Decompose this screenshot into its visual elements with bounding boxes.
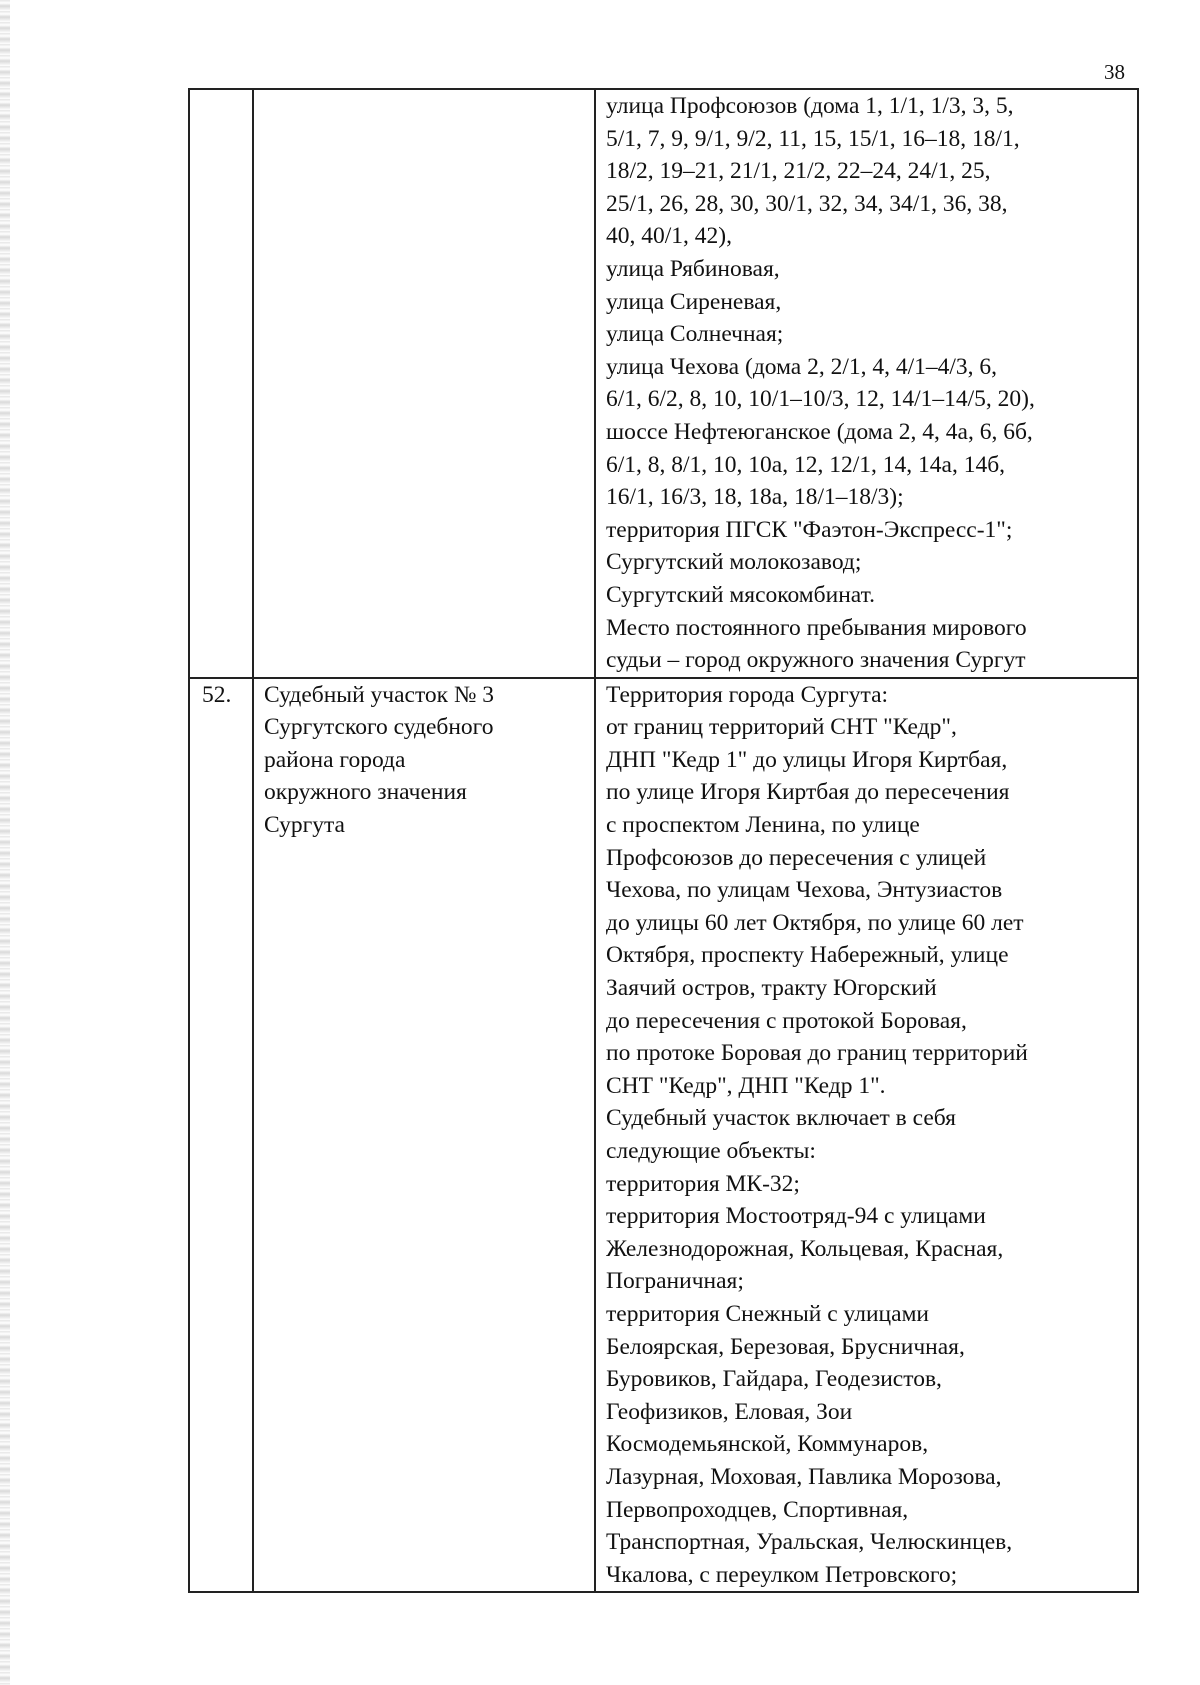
territory-line: территория ПГСК "Фаэтон-Экспресс-1"; [606,516,1013,543]
territory-line: улица Рябиновая, [606,255,780,282]
territory-line: 18/2, 19–21, 21/1, 21/2, 22–24, 24/1, 25, [606,158,991,185]
territory-line: следующие объекты: [606,1138,816,1164]
territory-line: Чехова, по улицам Чехова, Энтузиастов [606,877,1003,904]
territory-line: Транспортная, Уральская, Челюскинцев, [606,1529,1013,1556]
territory-line: судьи – город окружного значения Сургут [606,647,1026,674]
territory-line: Железнодорожная, Кольцевая, Красная, [606,1235,1004,1262]
territory-line: с проспектом Ленина, по улице [606,812,920,839]
territory-line: Пограничная; [606,1268,744,1295]
court-districts-table [188,88,1139,1593]
territory-line: Сургутский мясокомбинат. [606,581,875,608]
district-name-line: окружного значения [264,779,467,806]
territory-line: улица Солнечная; [606,321,784,348]
territory-line: территория Мостоотряд-94 с улицами [606,1203,986,1230]
territory-line: до пересечения с протокой Боровая, [606,1007,967,1034]
district-name-cell [253,678,595,1593]
table-row-continuation [189,89,1138,678]
territory-line: по улице Игоря Киртбая до пересечения [606,779,1010,806]
territory-line: территория Снежный с улицами [606,1300,930,1327]
row-number-cell [189,89,253,678]
territory-line: улица Профсоюзов (дома 1, 1/1, 1/3, 3, 5, [606,93,1014,119]
territory-line: по протоке Боровая до границ территорий [606,1040,1028,1067]
district-name-cell [253,89,595,678]
territory-line: Первопроходцев, Спортивная, [606,1496,909,1523]
territory-line: улица Чехова (дома 2, 2/1, 4, 4/1–4/3, 6, [606,353,998,380]
territory-line: от границ территорий СНТ "Кедр", [606,714,957,741]
territory-line: шоссе Нефтеюганское (дома 2, 4, 4а, 6, 6б, [606,418,1033,445]
territory-line: Белоярская, Березовая, Брусничная, [606,1333,965,1360]
territory-line: Лазурная, Моховая, Павлика Морозова, [606,1463,1002,1490]
territory-cell [595,89,1138,678]
district-name-line: Судебный участок № 3 [264,681,494,708]
territory-line: Космодемьянской, Коммунаров, [606,1431,929,1458]
territory-line: Заячий остров, тракту Югорский [606,975,937,1002]
territory-line: Октября, проспекту Набережный, улице [606,942,1009,969]
territory-line: 6/1, 6/2, 8, 10, 10/1–10/3, 12, 14/1–14/5, 20), [606,386,1035,413]
territory-line: 16/1, 16/3, 18, 18а, 18/1–18/3); [606,484,904,511]
territory-line: 25/1, 26, 28, 30, 30/1, 32, 34, 34/1, 36, 38, [606,190,1008,217]
territory-line: Территория города Сургута: [606,681,889,708]
page-number: 38 [1104,60,1125,84]
district-name-line: Сургута [264,812,345,839]
territory-line: до улицы 60 лет Октября, по улице 60 лет [606,909,1024,936]
territory-line: улица Сиреневая, [606,288,782,315]
territory-line: ДНП "Кедр 1" до улицы Игоря Киртбая, [606,746,1008,773]
territory-line: Судебный участок включает в себя [606,1105,956,1132]
territory-line: Буровиков, Гайдара, Геодезистов, [606,1366,942,1393]
territory-line: 6/1, 8, 8/1, 10, 10а, 12, 12/1, 14, 14а, 14б, [606,451,1006,478]
territory-line: территория МК-32; [606,1170,800,1197]
territory-line: Место постоянного пребывания мирового [606,614,1027,641]
territory-line: Профсоюзов до пересечения с улицей [606,844,987,871]
territory-cell [595,678,1138,1593]
territory-line: Чкалова, с переулком Петровского; [606,1561,958,1588]
district-name-line: Сургутского судебного [264,714,494,741]
table-row-52 [189,678,1138,1593]
territory-line: Геофизиков, Еловая, Зои [606,1398,853,1425]
row-number-cell: 52. [189,678,253,1593]
scan-edge-artifact [0,0,10,1685]
territory-line: Сургутский молокозавод; [606,549,862,576]
territory-line: СНТ "Кедр", ДНП "Кедр 1". [606,1072,886,1099]
territory-line: 40, 40/1, 42), [606,223,732,250]
district-name-line: района города [264,746,406,773]
territory-line: 5/1, 7, 9, 9/1, 9/2, 11, 15, 15/1, 16–18, 18/1, [606,125,1020,152]
